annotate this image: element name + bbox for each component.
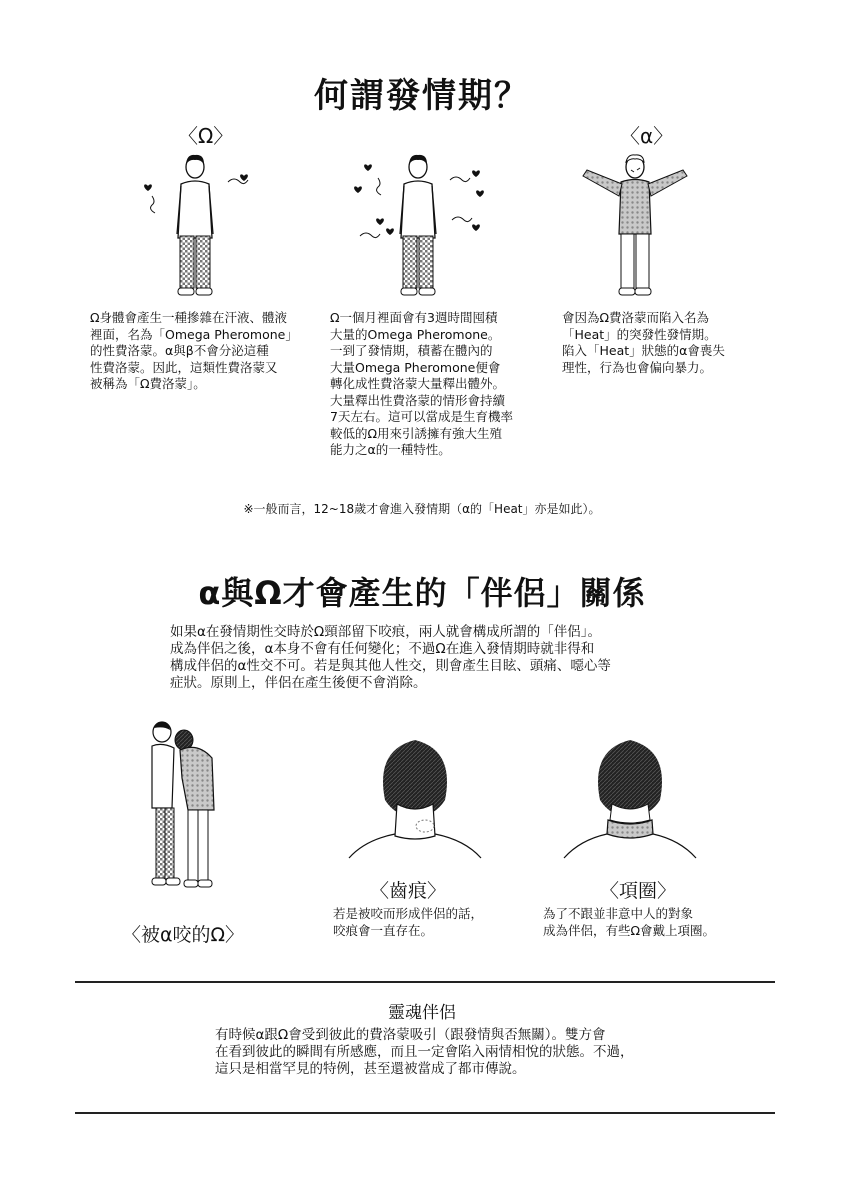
bite-mark-description: 若是被咬而形成伴侶的話， 咬痕會一直存在。 bbox=[333, 906, 484, 938]
age-footnote: ※一般而言，12~18歲才會進入發情期（α的「Heat」亦是如此）。 bbox=[243, 502, 601, 516]
omega-heat-figure-illustration bbox=[350, 150, 490, 300]
omega-pheromone-description: Ω身體會產生一種摻雜在汗液、體液 裡面，名為「Omega Pheromone」 的性費洛蒙。α與β不會分泌這種 性費洛蒙。因此，這類性費洛蒙又 被稱為「Ω費洛蒙」。 bbox=[90, 310, 298, 391]
alpha-heat-description: 會因為Ω費洛蒙而陷入名為 「Heat」的突發性發情期。 陷入「Heat」狀態的α會喪失 理性，行為也會偏向暴力。 bbox=[562, 310, 725, 375]
soulmate-text: 有時候α跟Ω會受到彼此的費洛蒙吸引（跟發情與否無關）。雙方會 在看到彼此的瞬間有所感應，而且一定會陷入兩情相悅的狀態。不過， 這只是相當罕見的特例，甚至還被當成了都市傳說。 bbox=[215, 1027, 634, 1077]
collar-nape-illustration bbox=[560, 730, 700, 860]
partner-intro-text: 如果α在發情期性交時於Ω頸部留下咬痕，兩人就會構成所謂的「伴侶」。 成為伴侶之後，α本身不會有任何變化；不過Ω在進入發情期時就非得和 構成伴侶的α性交不可。若是與其他人性交，則會產生目眩、頭痛、噁心等 症狀。原則上，伴侶在產生後便不會消除。 bbox=[170, 624, 611, 691]
soulmate-title: 靈魂伴侶 bbox=[388, 1003, 456, 1023]
collar-description: 為了不跟並非意中人的對象 成為伴侶，有些Ω會戴上項圈。 bbox=[543, 906, 716, 938]
alpha-figure-illustration bbox=[575, 150, 695, 300]
box-bottom-rule bbox=[75, 1112, 775, 1114]
page-title: 何謂發情期？ bbox=[314, 76, 530, 116]
bite-mark-nape-illustration bbox=[345, 730, 485, 860]
heat-cycle-description: Ω一個月裡面會有3週時間囤積 大量的Omega Pheromone。 一到了發情期，積蓄在體內的 大量Omega Pheromone便會 轉化成性費洛蒙大量釋出體外。 大量釋出性費洛蒙的情形會持續 7天左右。這可以當成是生育機率 較低的Ω用來引誘擁有強大生殖 能力之α的一種特性。 bbox=[330, 310, 513, 457]
bite-mark-caption: 〈齒痕〉 bbox=[370, 880, 447, 902]
omega-figure-illustration bbox=[140, 150, 250, 300]
section-title-partner: α與Ω才會產生的「伴侶」關係 bbox=[198, 574, 646, 612]
omega-tag: 〈Ω〉 bbox=[178, 124, 234, 148]
bitten-omega-illustration bbox=[140, 718, 230, 893]
box-top-rule bbox=[75, 981, 775, 983]
bitten-omega-caption: 〈被α咬的Ω〉 bbox=[122, 924, 245, 946]
alpha-tag: 〈α〉 bbox=[620, 124, 674, 148]
collar-caption: 〈項圈〉 bbox=[600, 880, 677, 902]
